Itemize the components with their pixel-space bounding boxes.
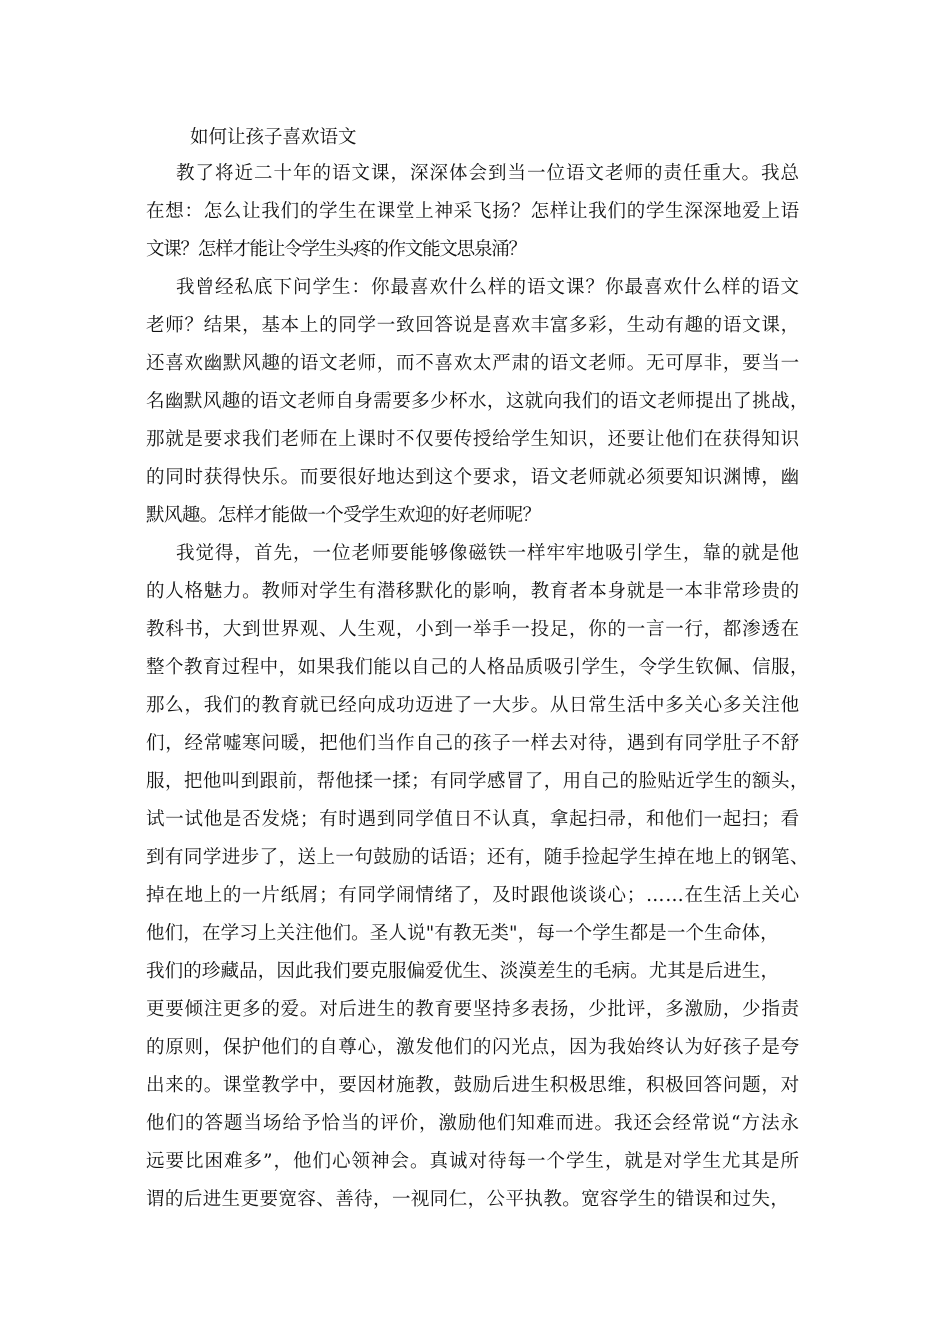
paragraph-line: 名幽默风趣的语文老师自身需要多少杯水，这就向我们的语文老师提出了挑战，	[146, 391, 809, 412]
paragraph-line: 服，把他叫到跟前，帮他揉一揉；有同学感冒了，用自己的脸贴近学生的额头，	[146, 771, 809, 792]
paragraph-line: 我曾经私底下问学生：你最喜欢什么样的语文课？你最喜欢什么样的语文	[176, 277, 801, 298]
paragraph-line: 那就是要求我们老师在上课时不仅要传授给学生知识，还要让他们在获得知识	[146, 429, 800, 450]
paragraph-line: 那么，我们的教育就已经向成功迈进了一大步。从日常生活中多关心多关注他	[146, 695, 800, 716]
paragraph-line: 到有同学进步了，送上一句鼓励的话语；还有，随手捡起学生掉在地上的钢笔、	[146, 847, 809, 868]
paragraph-line: 教了将近二十年的语文课，深深体会到当一位语文老师的责任重大。我总	[176, 163, 801, 184]
paragraph-line: 教科书，大到世界观、人生观，小到一举手一投足，你的一言一行，都渗透在	[146, 619, 800, 640]
paragraph-line: 们，经常嘘寒问暖，把他们当作自己的孩子一样去对待，遇到有同学肚子不舒	[146, 733, 800, 754]
paragraph-line: 试一试他是否发烧；有时遇到同学值日不认真，拿起扫帚，和他们一起扫；看	[146, 809, 800, 830]
document-title: 如何让孩子喜欢语文	[190, 127, 357, 148]
paragraph-line: 谓的后进生更要宽容、善待，一视同仁，公平执教。宽容学生的错误和过失，	[146, 1189, 790, 1210]
paragraph-line: 他们的答题当场给予恰当的评价，激励他们知难而进。我还会经常说“方法永	[146, 1113, 800, 1134]
paragraph-line: 还喜欢幽默风趣的语文老师，而不喜欢太严肃的语文老师。无可厚非，要当一	[146, 353, 800, 374]
paragraph-line: 老师？结果，基本上的同学一致回答说是喜欢丰富多彩，生动有趣的语文课，	[146, 315, 800, 336]
paragraph-line: 掉在地上的一片纸屑；有同学闹情绪了，及时跟他谈谈心；……在生活上关心	[146, 885, 800, 906]
paragraph-line: 在想：怎么让我们的学生在课堂上神采飞扬？怎样让我们的学生深深地爱上语	[146, 201, 800, 222]
paragraph-line: 文课？怎样才能让令学生头疼的作文能文思泉涌？	[146, 239, 526, 260]
paragraph-line: 的原则，保护他们的自尊心，激发他们的闪光点，因为我始终认为好孩子是夸	[146, 1037, 800, 1058]
paragraph-line: 远要比困难多”，他们心领神会。真诚对待每一个学生，就是对学生尤其是所	[146, 1151, 800, 1172]
paragraph-line: 的同时获得快乐。而要很好地达到这个要求，语文老师就必须要知识渊博，幽	[146, 467, 800, 488]
paragraph-line: 我们的珍藏品，因此我们要克服偏爱优生、淡漠差生的毛病。尤其是后进生，	[146, 961, 780, 982]
paragraph-line: 他们，在学习上关注他们。圣人说"有教无类"，每一个学生都是一个生命体，	[146, 923, 779, 944]
paragraph-line: 我觉得，首先，一位老师要能够像磁铁一样牢牢地吸引学生，靠的就是他	[176, 543, 801, 564]
paragraph-line: 出来的。课堂教学中，要因材施教，鼓励后进生积极思维，积极回答问题，对	[146, 1075, 800, 1096]
paragraph-line: 的人格魅力。教师对学生有潜移默化的影响，教育者本身就是一本非常珍贵的	[146, 581, 800, 602]
paragraph-line: 默风趣。怎样才能做一个受学生欢迎的好老师呢？	[146, 505, 541, 526]
paragraph-line: 更要倾注更多的爱。对后进生的教育要坚持多表扬，少批评，多激励，少指责	[146, 999, 800, 1020]
paragraph-line: 整个教育过程中，如果我们能以自己的人格品质吸引学生，令学生钦佩、信服，	[146, 657, 809, 678]
